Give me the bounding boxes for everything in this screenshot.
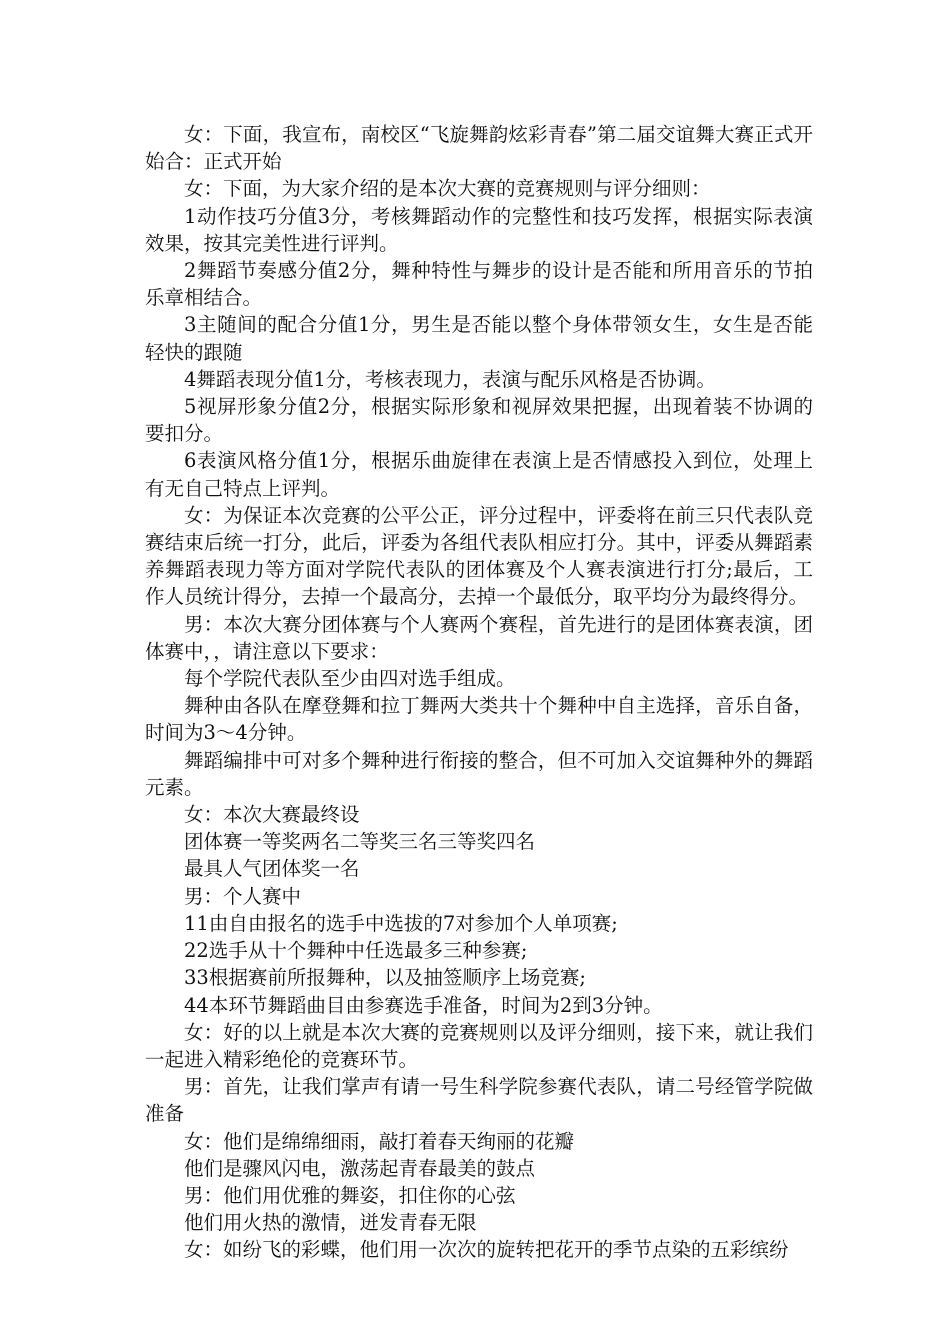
- paragraph: 44本环节舞蹈曲目由参赛选手准备，时间为2到3分钟。: [184, 993, 663, 1017]
- paragraph: 4舞蹈表现分值1分，考核表现力，表演与配乐风格是否协调。: [184, 367, 716, 391]
- paragraph: 男：本次大赛分团体赛与个人赛两个赛程，首先进行的是团体赛表演，团体赛中，，请注意以下要求：: [145, 612, 813, 663]
- paragraph: 男：个人赛中: [184, 884, 302, 908]
- paragraph: 女：下面，我宣布，南校区“飞旋舞韵炫彩青春”第二届交谊舞大赛正式开始合：正式开始: [145, 123, 813, 174]
- document-body: [145, 121, 813, 1264]
- paragraph: 5视屏形象分值2分，根据实际形象和视屏效果把握，出现着装不协调的要扣分。: [145, 395, 813, 446]
- paragraph: 22选手从十个舞种中任选最多三种参赛;: [184, 939, 528, 963]
- paragraph: 男：首先，让我们掌声有请一号生科学院参赛代表队，请二号经管学院做准备: [145, 1075, 813, 1126]
- paragraph: 他们是骤风闪电，激荡起青春最美的鼓点: [184, 1156, 536, 1180]
- paragraph: 舞种由各队在摩登舞和拉丁舞两大类共十个舞种中自主选择，音乐自备，时间为3～4分钟。: [145, 694, 813, 745]
- paragraph: 女：为保证本次竞赛的公平公正，评分过程中，评委将在前三只代表队竞赛结束后统一打分，此后，评委为各组代表队相应打分。其中，评委从舞蹈素养舞蹈表现力等方面对学院代表队的团体赛及个人赛表演进行打分;最后，工作人员统计得分，去掉一个最高分，去掉一个最低分，取平均分为最终得分。: [145, 503, 813, 609]
- paragraph: 11由自由报名的选手中选拔的7对参加个人单项赛;: [184, 911, 618, 935]
- paragraph: 女：他们是绵绵细雨，敲打着春天绚丽的花瓣: [184, 1129, 575, 1153]
- paragraph: 女：下面，为大家介绍的是本次大赛的竞赛规则与评分细则：: [184, 177, 711, 201]
- paragraph: 最具人气团体奖一名: [184, 857, 360, 881]
- paragraph: 1动作技巧分值3分，考核舞蹈动作的完整性和技巧发挥，根据实际表演效果，按其完美性进行评判。: [145, 204, 813, 255]
- paragraph: 每个学院代表队至少由四对选手组成。: [184, 667, 516, 691]
- paragraph: 33根据赛前所报舞种，以及抽签顺序上场竞赛;: [184, 966, 586, 990]
- paragraph: 6表演风格分值1分，根据乐曲旋律在表演上是否情感投入到位，处理上有无自己特点上评判。: [145, 449, 813, 500]
- paragraph: 团体赛一等奖两名二等奖三名三等奖四名: [184, 830, 536, 854]
- paragraph: 3主随间的配合分值1分，男生是否能以整个身体带领女生，女生是否能轻快的跟随: [145, 313, 813, 364]
- paragraph: 女：好的以上就是本次大赛的竞赛规则以及评分细则，接下来，就让我们一起进入精彩绝伦的竞赛环节。: [145, 1020, 813, 1071]
- paragraph: 男：他们用优雅的舞姿，扣住你的心弦: [184, 1183, 516, 1207]
- paragraph: 女：如纷飞的彩蝶，他们用一次次的旋转把花开的季节点染的五彩缤纷: [184, 1238, 789, 1262]
- paragraph: 2舞蹈节奏感分值2分，舞种特性与舞步的设计是否能和所用音乐的节拍乐章相结合。: [145, 259, 813, 310]
- paragraph: 舞蹈编排中可对多个舞种进行衔接的整合，但不可加入交谊舞种外的舞蹈元素。: [145, 748, 813, 799]
- paragraph: 女：本次大赛最终设: [184, 803, 360, 827]
- paragraph: 他们用火热的激情，迸发青春无限: [184, 1211, 477, 1235]
